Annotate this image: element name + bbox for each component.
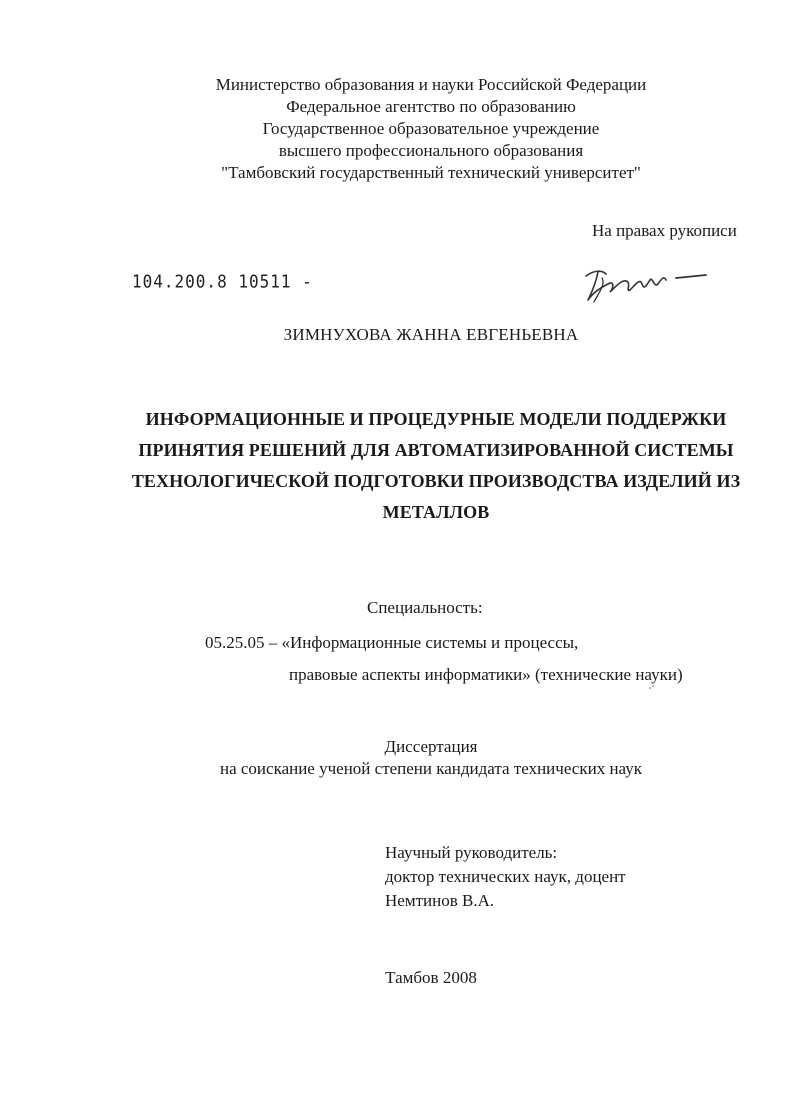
title-line-1: ИНФОРМАЦИОННЫЕ И ПРОЦЕДУРНЫЕ МОДЕЛИ ПОДДЕРЖКИ <box>145 409 727 429</box>
header-education-level: высшего профессионального образования <box>278 141 584 160</box>
dissertation-statement <box>0 736 792 780</box>
supervisor-block <box>385 841 626 913</box>
header-university-name: "Тамбовский государственный технический университет" <box>221 163 641 182</box>
registration-stamp-number: 104.200.8 10511 - <box>132 271 313 292</box>
author-name: ЗИМНУХОВА ЖАННА ЕВГЕНЬЕВНА <box>283 325 579 344</box>
title-line-2: ПРИНЯТИЯ РЕШЕНИЙ ДЛЯ АВТОМАТИЗИРОВАННОЙ СИСТЕМЫ <box>138 440 734 460</box>
title-line-4: МЕТАЛЛОВ <box>382 502 490 522</box>
specialty-description: правовые аспекты информатики» (технические науки) <box>289 665 683 684</box>
supervisor-degree: доктор технических наук, доцент <box>385 867 626 886</box>
header-ministry: Министерство образования и науки Российской Федерации <box>215 75 647 94</box>
city-and-year: Тамбов 2008 <box>385 968 477 987</box>
title-line-3: ТЕХНОЛОГИЧЕСКОЙ ПОДГОТОВКИ ПРОИЗВОДСТВА ИЗДЕЛИЙ ИЗ <box>131 471 741 491</box>
manuscript-rights-note: На правах рукописи <box>592 221 737 240</box>
dissertation-type: Диссертация <box>384 737 478 756</box>
scan-speck <box>648 684 656 690</box>
dissertation-title <box>96 404 776 528</box>
institution-header <box>0 74 792 184</box>
specialty-label: Специальность: <box>367 598 483 617</box>
specialty-code: 05.25.05 – «Информационные системы и процессы, <box>205 633 579 652</box>
handwritten-signature <box>580 258 710 308</box>
supervisor-name: Немтинов В.А. <box>385 891 495 910</box>
degree-sought: на соискание ученой степени кандидата технических наук <box>219 759 642 778</box>
header-institution-type: Государственное образовательное учреждение <box>262 119 600 138</box>
supervisor-label: Научный руководитель: <box>385 843 558 862</box>
header-agency: Федеральное агентство по образованию <box>286 97 576 116</box>
